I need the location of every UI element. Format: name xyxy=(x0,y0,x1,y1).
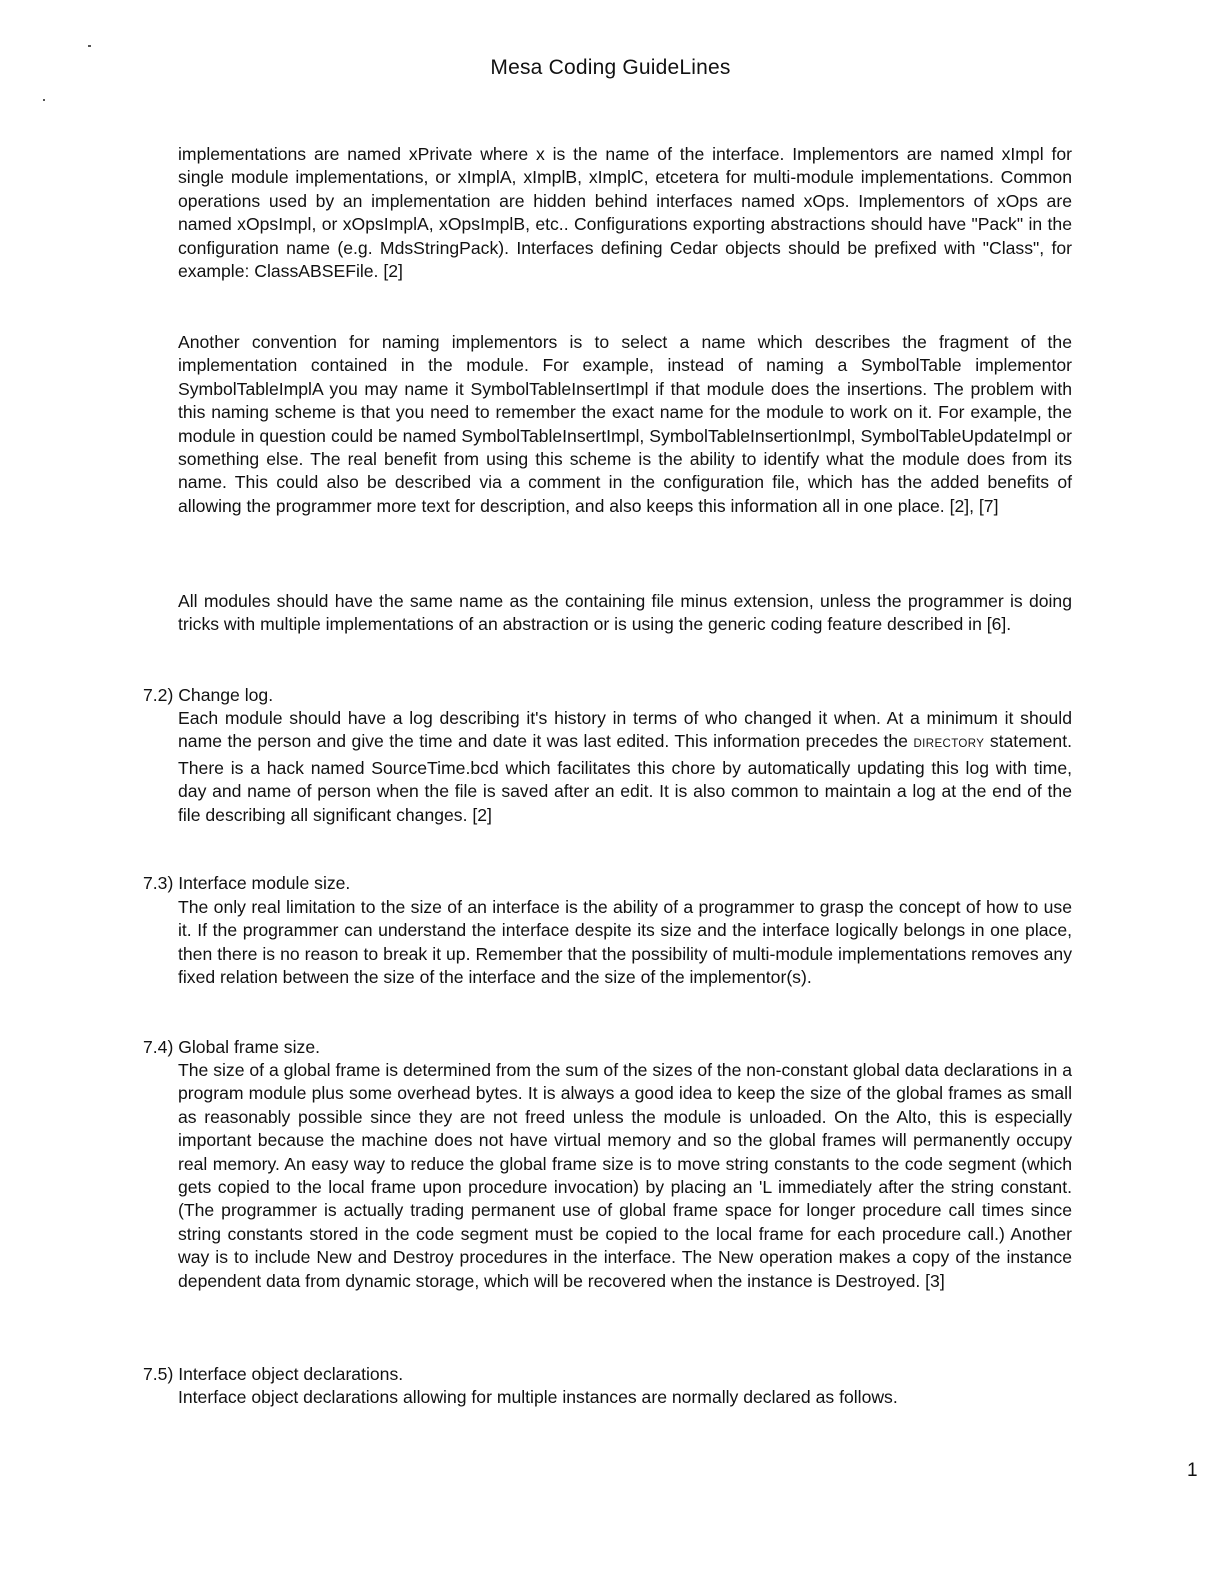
section-body-7-2-part1: Each module should have a log describing it's history in terms of who changed it when. At a minimum it should name the person and give the time and date it was last edited. This information precedes the xyxy=(178,708,1072,752)
page-title: Mesa Coding GuideLines xyxy=(490,56,731,79)
section-body-7-5: Interface object declarations allowing for multiple instances are normally declared as follows. xyxy=(178,1387,898,1407)
section-heading-7-5: 7.5) Interface object declarations. xyxy=(143,1364,404,1384)
directory-keyword: DIRECTORY xyxy=(913,738,985,751)
section-heading-7-3: 7.3) Interface module size. xyxy=(143,873,351,893)
section-body-7-4: The size of a global frame is determined from the sum of the sizes of the non-constant global data declarations in a program module plus some overhead bytes. It is always a good idea to keep the size of the global frames as small as reasonably possible since they are not freed unless the module is unloaded. On the Alto, this is especially important because the machine does not have virtual memory and so the global frames will permanently occupy real memory. An easy way to reduce the global frame size is to move string constants to the code segment (which gets copied to the local frame upon procedure invocation) by placing an 'L immediately after the string constant. (The programmer is actually trading permanent use of global frame space for longer procedure call times since string constants stored in the code segment must be copied to the local frame for each procedure call.) Another way is to include New and Destroy procedures in the interface. The New operation makes a copy of the instance dependent data from dynamic storage, which will be recovered when the instance is Destroyed. [3] xyxy=(178,1060,1072,1291)
intro-paragraph-1: implementations are named xPrivate where x is the name of the interface. Implementors are named xImpl for single module implementations, or xImplA, xImplB, xImplC, etcetera for multi-module implementations. Common operations used by an implementation are hidden behind interfaces named xOps. Implementors of xOps are named xOpsImpl, or xOpsImplA, xOpsImplB, etc.. Configurations exporting abstractions should have "Pack" in the configuration name (e.g. MdsStringPack). Interfaces defining Cedar objects should be prefixed with "Class", for example: ClassABSEFile. [2] xyxy=(178,144,1072,282)
section-body-7-2 xyxy=(178,707,1072,827)
page-number: 1 xyxy=(1187,1460,1198,1481)
scan-speck xyxy=(88,45,91,47)
intro-paragraph-3: All modules should have the same name as the containing file minus extension, unless the programmer is doing tricks with multiple implementations of an abstraction or is using the generic coding feature described in [6]. xyxy=(178,591,1072,635)
intro-paragraph-2: Another convention for naming implementors is to select a name which describes the fragment of the implementation contained in the module. For example, instead of naming a SymbolTable implementor SymbolTableImplA you may name it SymbolTableInsertImpl if that module does the insertions. The problem with this naming scheme is that you need to remember the exact name for the module to work on it. For example, the module in question could be named SymbolTableInsertImpl, SymbolTableInsertionImpl, SymbolTableUpdateImpl or something else. The real benefit from using this scheme is the ability to identify what the module does from its name. This could also be described via a comment in the configuration file, which has the added benefits of allowing the programmer more text for description, and also keeps this information all in one place. [2], [7] xyxy=(178,332,1072,516)
section-heading-7-4: 7.4) Global frame size. xyxy=(143,1037,320,1057)
section-body-7-3: The only real limitation to the size of an interface is the ability of a programmer to grasp the concept of how to use it. If the programmer can understand the interface despite its size and the interface logically belongs in one place, then there is no reason to break it up. Remember that the possibility of multi-module implementations removes any fixed relation between the size of the interface and the size of the implementor(s). xyxy=(178,897,1072,988)
scan-speck xyxy=(43,99,45,101)
section-body-7-2-part2: statement. There is a hack named SourceTime.bcd which facilitates this chore by automatically updating this log with time, day and name of person when the file is saved after an edit. It is also common to maintain a log at the end of the file describing all significant changes. [2] xyxy=(178,731,1072,825)
section-heading-7-2: 7.2) Change log. xyxy=(143,685,274,705)
